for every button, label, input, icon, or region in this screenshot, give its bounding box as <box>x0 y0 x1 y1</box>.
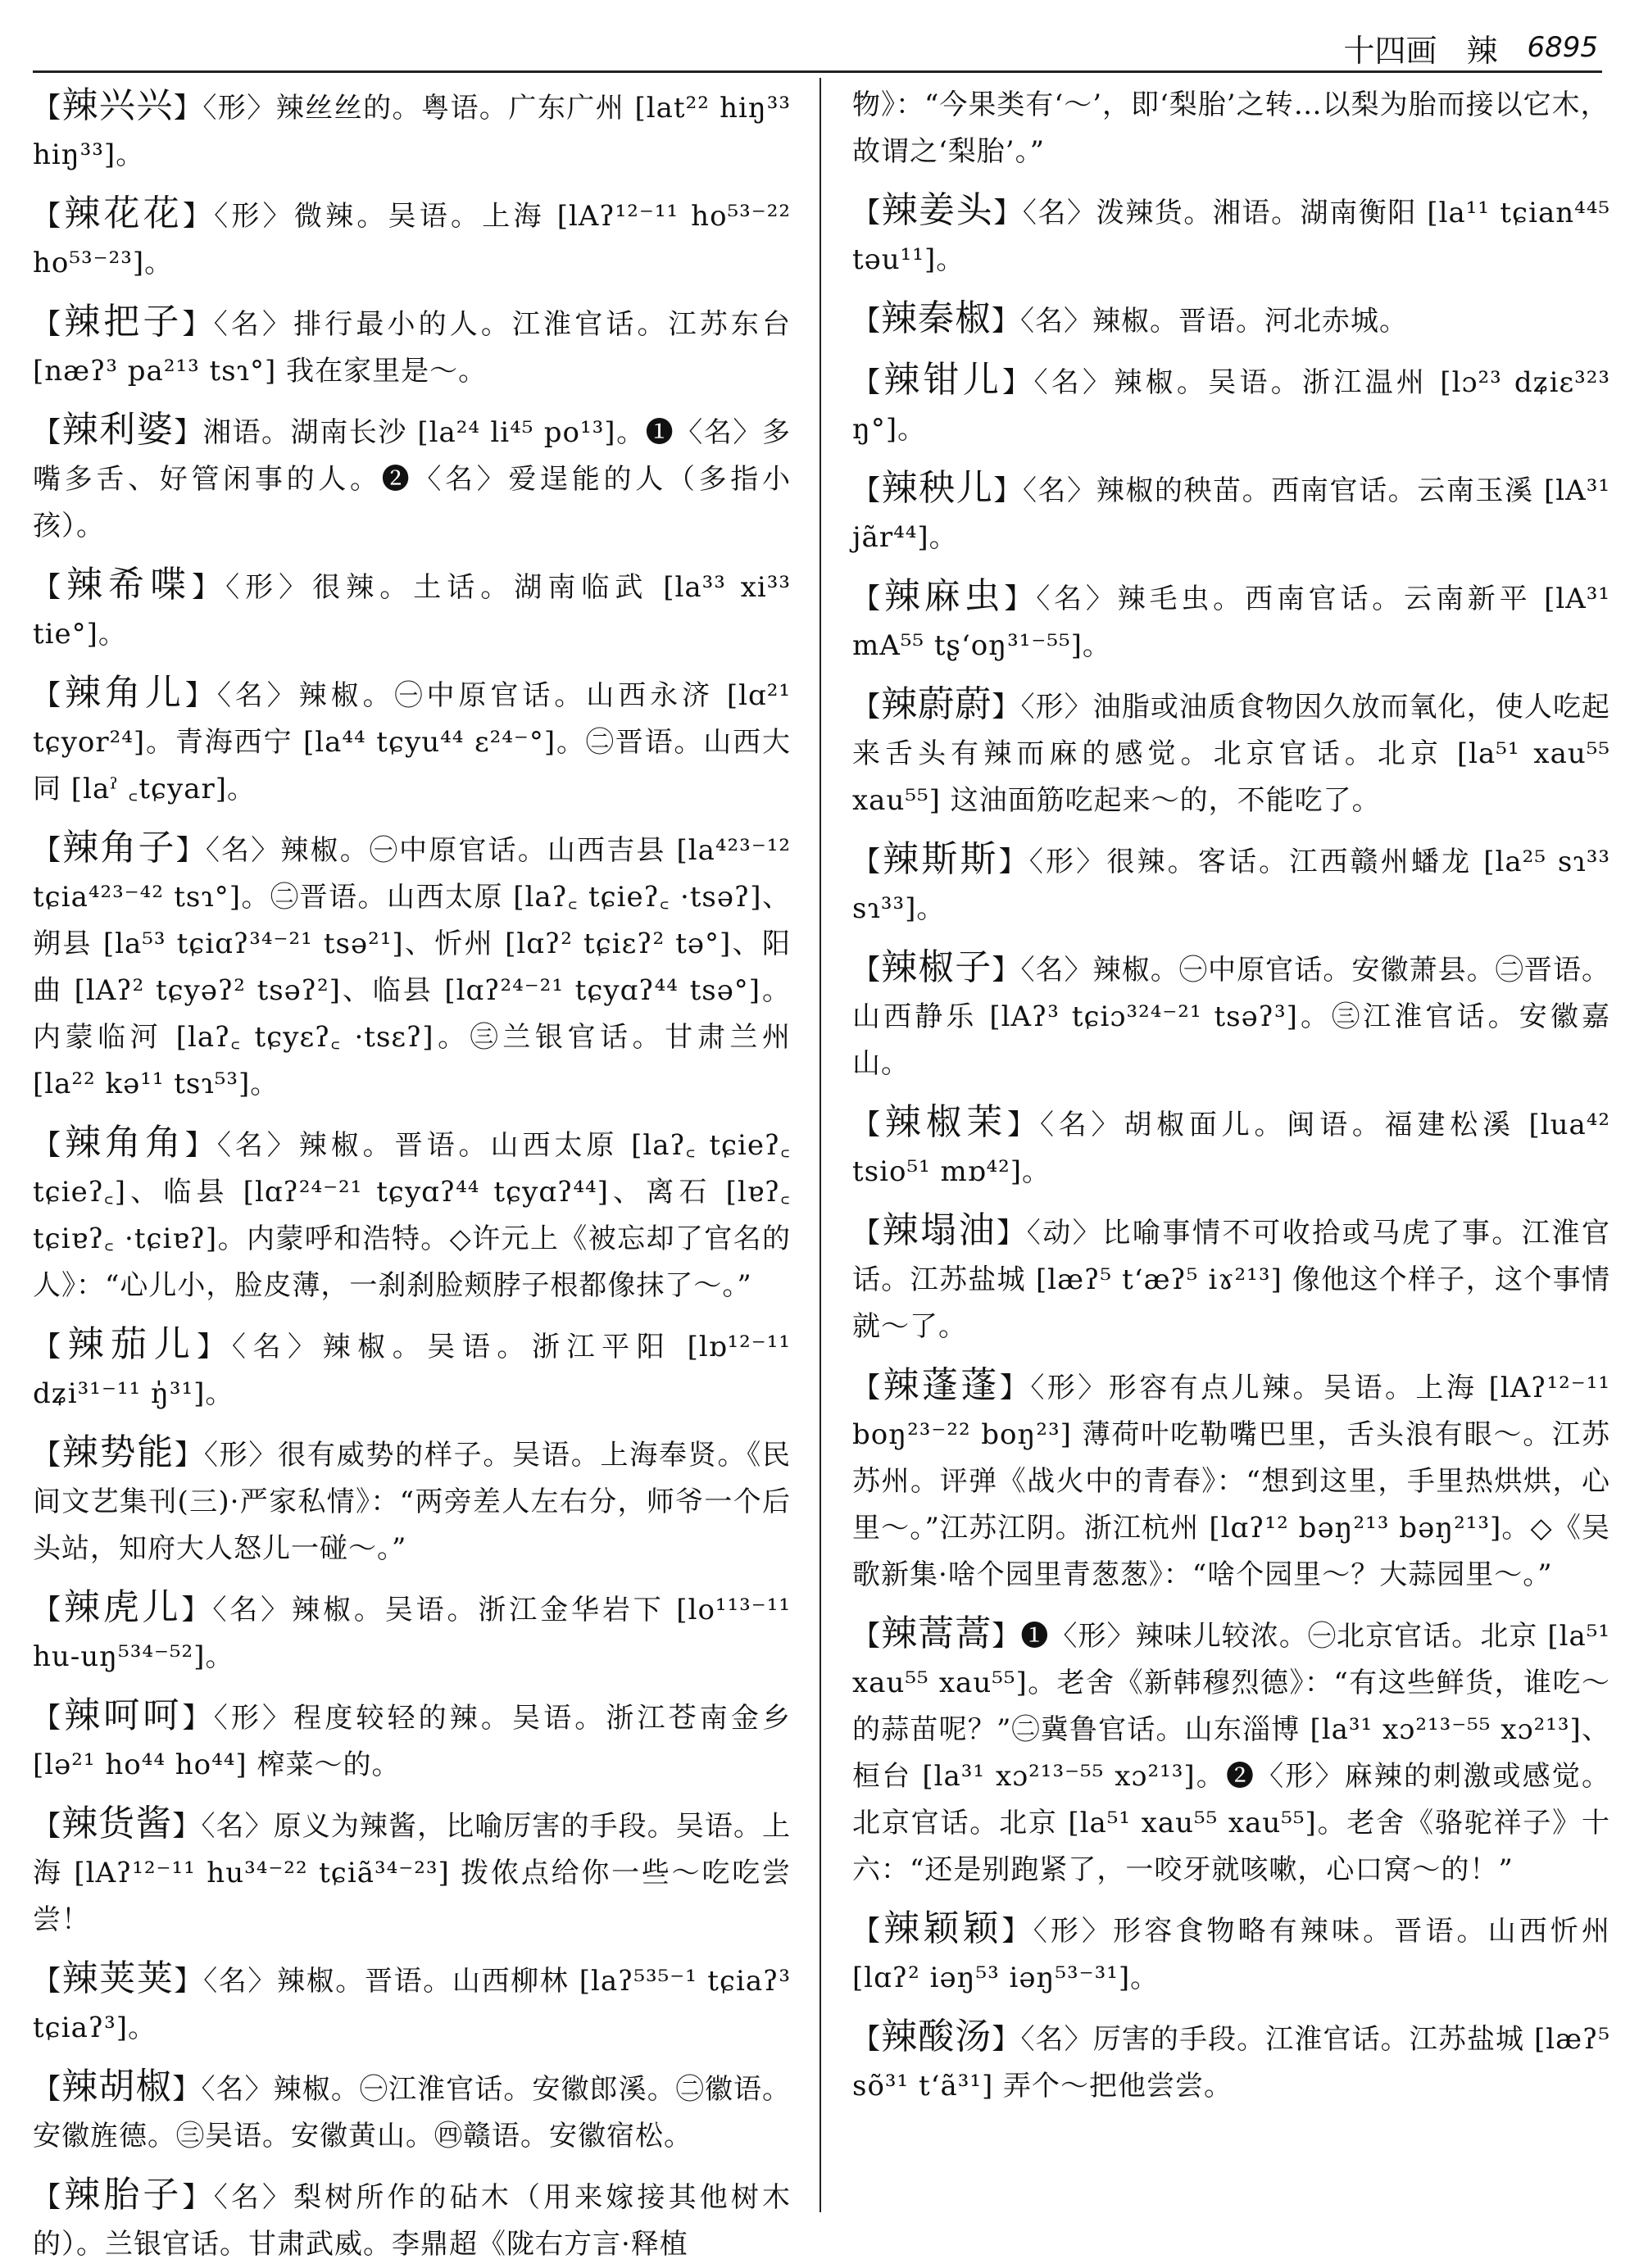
dict-entry: 【辣兴兴】〈形〉辣丝丝的。粤语。广东广州 [lat²² hiŋ³³ hiŋ³³]。 <box>33 84 792 171</box>
dict-entry: 【辣把子】〈名〉排行最小的人。江淮官话。江苏东台 [næʔ³ pa²¹³ tsɿ°] 我在家里是～。 <box>33 301 792 388</box>
entry-headword: 辣酸汤 <box>881 2016 992 2057</box>
entry-definition: 〈形〉辣丝丝的。粤语。广东广州 [lat²² hiŋ³³ hiŋ³³]。 <box>33 92 792 171</box>
entry-definition: 〈名〉梨树所作的砧木（用来嫁接其他树木的）。兰银官话。甘肃武威。李鼎超《陇右方言·释植 <box>33 2181 792 2261</box>
entry-definition: 〈名〉厉害的手段。江淮官话。江苏盐城 [læʔ⁵ sõ³¹ tʻã³¹] 弄个～把他尝尝。 <box>852 2023 1610 2102</box>
dict-entry: 【辣蔚蔚】〈形〉油脂或油质食物因久放而氧化，使人吃起来舌头有辣而麻的感觉。北京官话。北京 [la⁵¹ xau⁵⁵ xau⁵⁵] 这油面筋吃起来～的，不能吃了。 <box>852 683 1611 817</box>
dict-entry: 【辣斯斯】〈形〉很辣。客话。江西赣州蟠龙 [la²⁵ sɿ³³ sɿ³³]。 <box>852 838 1611 925</box>
section-label: 十四画 <box>1343 32 1437 69</box>
entry-definition: 〈形〉很辣。土话。湖南临武 [la³³ xi³³ tie°]。 <box>33 571 792 651</box>
entry-definition: 〈名〉原义为辣酱，比喻厉害的手段。吴语。上海 [lAʔ¹²⁻¹¹ hu³⁴⁻²² tɕiã³⁴⁻²³] 拨侬点给你一些～吃吃尝尝！ <box>33 1810 792 1936</box>
entry-headword: 辣钳儿 <box>883 359 1003 401</box>
dict-entry: 【辣胎子】〈名〉梨树所作的砧木（用来嫁接其他树木的）。兰银官话。甘肃武威。李鼎超《陇右方言·释植 <box>33 2174 792 2261</box>
entry-definition: 〈名〉辣椒。㊀中原官话。安徽萧县。㊁晋语。山西静乐 [lAʔ³ tɕiɔ³²⁴⁻²¹ tsəʔ³]。㊂江淮官话。安徽嘉山。 <box>852 954 1611 1080</box>
page-number: 6895 <box>1527 31 1598 64</box>
entry-headword: 辣胡椒 <box>61 2066 173 2107</box>
entry-definition: 〈形〉油脂或油质食物因久放而氧化，使人吃起来舌头有辣而麻的感觉。北京官话。北京 [la⁵¹ xau⁵⁵ xau⁵⁵] 这油面筋吃起来～的，不能吃了。 <box>852 691 1611 817</box>
entry-headword: 辣姜头 <box>881 189 994 231</box>
entry-headword: 辣花花 <box>64 193 183 234</box>
dict-entry: 【辣麻虫】〈名〉辣毛虫。西南官话。云南新平 [lA³¹ mA⁵⁵ tʂʻoŋ³¹⁻⁵⁵]。 <box>852 575 1611 662</box>
dict-entry: 【辣荚荚】〈名〉辣椒。晋语。山西柳林 [laʔ⁵³⁵⁻¹ tɕiaʔ³ tɕiaʔ³]。 <box>33 1957 792 2044</box>
left-column <box>33 82 792 2261</box>
dict-entry: 【辣利婆】湘语。湖南长沙 [la²⁴ li⁴⁵ po¹³]。❶〈名〉多嘴多舌、好管闲事的人。❷〈名〉爱逞能的人（多指小孩）。 <box>33 409 791 542</box>
entry-definition: 〈名〉辣椒。㊀中原官话。山西永济 [lɑ²¹ tɕyor²⁴]。青海西宁 [la⁴⁴ tɕyu⁴⁴ ɛ²⁴⁻°]。㊁晋语。山西大同 [laˀ ꜀tɕyar]。 <box>33 679 792 805</box>
dict-entry: 【辣椒茉】〈名〉胡椒面儿。闽语。福建松溪 [lua⁴² tsio⁵¹ mɒ⁴²]。 <box>852 1101 1611 1188</box>
entry-headword: 辣塌油 <box>882 1209 997 1251</box>
dict-entry: 【辣秧儿】〈名〉辣椒的秧苗。西南官话。云南玉溪 [lA³¹ jãr⁴⁴]。 <box>852 467 1610 554</box>
dict-entry: 【辣酸汤】〈名〉厉害的手段。江淮官话。江苏盐城 [læʔ⁵ sõ³¹ tʻã³¹] 弄个～把他尝尝。 <box>852 2016 1610 2102</box>
dict-entry: 【辣角儿】〈名〉辣椒。㊀中原官话。山西永济 [lɑ²¹ tɕyor²⁴]。青海西宁 [la⁴⁴ tɕyu⁴⁴ ɛ²⁴⁻°]。㊁晋语。山西大同 [laˀ ꜀tɕyar]。 <box>33 672 792 805</box>
dict-entry: 【辣希喋】〈形〉很辣。土话。湖南临武 [la³³ xi³³ tie°]。 <box>33 564 792 651</box>
entry-headword: 辣虎儿 <box>63 1586 182 1628</box>
entry-definition: 〈名〉泼辣货。湘语。湖南衡阳 [la¹¹ tɕian⁴⁴⁵ təu¹¹]。 <box>852 197 1611 276</box>
entry-definition: ❶〈形〉辣味儿较浓。㊀北京官话。北京 [la⁵¹ xau⁵⁵ xau⁵⁵]。老舍《新韩穆烈德》：“有这些鲜货，谁吃～的蒜苗呢？”㊁冀鲁官话。山东淄博 [la³¹ xɔ²¹³⁻⁵⁵ xɔ²¹³]、桓台 [la³¹ xɔ²¹³⁻⁵⁵ xɔ²¹³]。❷〈形〉麻辣的刺激或感觉。北京官话。北京 [la⁵¹ xau⁵⁵ xau⁵⁵]。老舍《骆驼祥子》十六：“还是别跑紧了，一咬牙就咳嗽，心口窝～的！” <box>852 1620 1611 1886</box>
entry-definition: 〈名〉辣椒。吴语。浙江温州 [lɔ²³ dʑiɛ³²³ ŋ°]。 <box>852 366 1611 446</box>
header-rule <box>33 70 1602 73</box>
entry-headword: 辣势能 <box>61 1431 175 1473</box>
dict-entry: 【辣颖颖】〈形〉形容食物略有辣味。晋语。山西忻州 [lɑʔ² iəŋ⁵³ iəŋ⁵³⁻³¹]。 <box>852 1907 1611 1994</box>
entry-headword: 辣麻虫 <box>883 575 1005 617</box>
dict-entry: 【辣呵呵】〈形〉程度较轻的辣。吴语。浙江苍南金乡 [lə²¹ ho⁴⁴ ho⁴⁴] 榨菜～的。 <box>33 1694 792 1781</box>
entry-headword: 辣荚荚 <box>61 1957 175 1999</box>
entry-headword: 辣角子 <box>62 827 176 869</box>
entry-definition: 〈名〉辣椒。吴语。浙江金华岩下 [lo¹¹³⁻¹¹ hu-uŋ⁵³⁴⁻⁵²]。 <box>33 1594 792 1673</box>
entry-headword: 辣蒿蒿 <box>881 1613 992 1654</box>
dict-entry: 【辣势能】〈形〉很有威势的样子。吴语。上海奉贤。《民间文艺集刊(三)·严家私情》：“两旁差人左右分，师爷一个后头站，知府大人怒儿一碰～。” <box>33 1431 792 1565</box>
header-char: 辣 <box>1466 32 1498 69</box>
entry-headword: 辣茄儿 <box>67 1323 197 1365</box>
entry-definition: 〈形〉很有威势的样子。吴语。上海奉贤。《民间文艺集刊(三)·严家私情》：“两旁差人左右分，师爷一个后头站，知府大人怒儿一碰～。” <box>33 1439 792 1565</box>
entry-headword: 辣蓬蓬 <box>883 1364 1000 1406</box>
entry-headword: 辣椒茉 <box>884 1101 1008 1143</box>
entry-definition: 〈动〉比喻事情不可收拾或马虎了事。江淮官话。江苏盐城 [læʔ⁵ tʻæʔ⁵ iɤ²¹³] 像他这个样子，这个事情就～了。 <box>852 1217 1611 1343</box>
entry-definition: 湘语。湖南长沙 [la²⁴ li⁴⁵ po¹³]。❶〈名〉多嘴多舌、好管闲事的人。❷〈名〉爱逞能的人（多指小孩）。 <box>33 416 791 542</box>
entry-definition: 〈名〉辣椒。㊀中原官话。山西吉县 [la⁴²³⁻¹² tɕia⁴²³⁻⁴² tsɿ°]。㊁晋语。山西太原 [laʔ꜀ tɕieʔ꜀ ·tsəʔ]、朔县 [la⁵³ tɕiɑʔ³⁴⁻²¹ tsə²¹]、忻州 [lɑʔ² tɕiɛʔ² tə°]、阳曲 [lAʔ² tɕyəʔ² tsəʔ²]、临县 [lɑʔ²⁴⁻²¹ tɕyɑʔ⁴⁴ tsə°]。内蒙临河 [laʔ꜀ tɕyɛʔ꜀ ·tsɛʔ]。㊂兰银官话。甘肃兰州 [la²² kə¹¹ tsɿ⁵³]。 <box>33 834 792 1100</box>
entry-headword: 辣利婆 <box>61 409 175 451</box>
entry-definition: 〈形〉形容有点儿辣。吴语。上海 [lAʔ¹²⁻¹¹ boŋ²³⁻²² boŋ²³] 薄荷叶吃勒嘴巴里，舌头浪有眼～。江苏苏州。评弹《战火中的青春》：“想到这里，手里热烘烘，心里～。”江苏江阴。浙江杭州 [lɑʔ¹² bəŋ²¹³ bəŋ²¹³]。◇《吴歌新集·啥个园里青葱葱》：“啥个园里～？大蒜园里～。” <box>852 1372 1611 1591</box>
right-column <box>852 82 1610 2212</box>
dict-entry: 【辣蓬蓬】〈形〉形容有点儿辣。吴语。上海 [lAʔ¹²⁻¹¹ boŋ²³⁻²² boŋ²³] 薄荷叶吃勒嘴巴里，舌头浪有眼～。江苏苏州。评弹《战火中的青春》：“想到这里，手里热烘烘，心里～。”江苏江阴。浙江杭州 [lɑʔ¹² bəŋ²¹³ bəŋ²¹³]。◇《吴歌新集·啥个园里青葱葱》：“啥个园里～？大蒜园里～。” <box>852 1364 1611 1591</box>
entry-definition: 〈形〉形容食物略有辣味。晋语。山西忻州 [lɑʔ² iəŋ⁵³ iəŋ⁵³⁻³¹]。 <box>852 1915 1611 1994</box>
entry-definition: 〈形〉微辣。吴语。上海 [lAʔ¹²⁻¹¹ ho⁵³⁻²² ho⁵³⁻²³]。 <box>33 200 792 279</box>
entry-headword: 辣椒子 <box>881 946 992 988</box>
entry-headword: 辣角儿 <box>64 672 185 714</box>
column-divider <box>820 78 821 2212</box>
dict-entry: 【辣角角】〈名〉辣椒。晋语。山西太原 [laʔ꜀ tɕieʔ꜀ tɕieʔ꜀]、临县 [lɑʔ²⁴⁻²¹ tɕyɑʔ⁴⁴ tɕyɑʔ⁴⁴]、离石 [lɐʔ꜀ tɕiɐʔ꜀ ·tɕiɐʔ]。内蒙呼和浩特。◇许元上《被忘却了官名的人》：“心儿小，脸皮薄，一刹刹脸颊脖子根都像抹了～。” <box>33 1122 792 1302</box>
dict-entry: 【辣椒子】〈名〉辣椒。㊀中原官话。安徽萧县。㊁晋语。山西静乐 [lAʔ³ tɕiɔ³²⁴⁻²¹ tsəʔ³]。㊂江淮官话。安徽嘉山。 <box>852 946 1611 1080</box>
continued-text: 物》：“今果类有‘～’，即‘梨胎’之转…以梨为胎而接以它木，故谓之‘梨胎’。” <box>852 88 1609 168</box>
entry-headword: 辣秧儿 <box>881 467 994 509</box>
entry-definition: 〈名〉辣椒的秧苗。西南官话。云南玉溪 [lA³¹ jãr⁴⁴]。 <box>852 474 1610 554</box>
entry-definition: 〈名〉排行最小的人。江淮官话。江苏东台 [næʔ³ pa²¹³ tsɿ°] 我在家里是～。 <box>33 308 792 388</box>
dict-entry: 【辣蒿蒿】❶〈形〉辣味儿较浓。㊀北京官话。北京 [la⁵¹ xau⁵⁵ xau⁵⁵]。老舍《新韩穆烈德》：“有这些鲜货，谁吃～的蒜苗呢？”㊁冀鲁官话。山东淄博 [la³¹ xɔ²¹³⁻⁵⁵ xɔ²¹³]、桓台 [la³¹ xɔ²¹³⁻⁵⁵ xɔ²¹³]。❷〈形〉麻辣的刺激或感觉。北京官话。北京 [la⁵¹ xau⁵⁵ xau⁵⁵]。老舍《骆驼祥子》十六：“还是别跑紧了，一咬牙就咳嗽，心口窝～的！” <box>852 1613 1611 1886</box>
entry-definition: 〈名〉辣椒。㊀江淮官话。安徽郎溪。㊁徽语。安徽旌德。㊂吴语。安徽黄山。㊃赣语。安徽宿松。 <box>33 2073 792 2152</box>
entry-definition: 〈名〉辣椒。晋语。山西太原 [laʔ꜀ tɕieʔ꜀ tɕieʔ꜀]、临县 [lɑʔ²⁴⁻²¹ tɕyɑʔ⁴⁴ tɕyɑʔ⁴⁴]、离石 [lɐʔ꜀ tɕiɐʔ꜀ ·tɕiɐʔ]。内蒙呼和浩特。◇许元上《被忘却了官名的人》：“心儿小，脸皮薄，一刹刹脸颊脖子根都像抹了～。” <box>33 1129 792 1302</box>
dict-entry: 【辣虎儿】〈名〉辣椒。吴语。浙江金华岩下 [lo¹¹³⁻¹¹ hu-uŋ⁵³⁴⁻⁵²]。 <box>33 1586 792 1673</box>
entry-headword: 辣颖颖 <box>883 1907 1002 1949</box>
dict-entry: 【辣钳儿】〈名〉辣椒。吴语。浙江温州 [lɔ²³ dʑiɛ³²³ ŋ°]。 <box>852 359 1611 446</box>
entry-headword: 辣斯斯 <box>883 838 999 880</box>
entry-definition: 〈形〉程度较轻的辣。吴语。浙江苍南金乡 [lə²¹ ho⁴⁴ ho⁴⁴] 榨菜～的。 <box>33 1702 792 1781</box>
dict-entry: 【辣秦椒】〈名〉辣椒。晋语。河北赤城。 <box>852 297 1408 339</box>
dict-entry: 【辣茄儿】〈名〉辣椒。吴语。浙江平阳 [lɒ¹²⁻¹¹ dʑi³¹⁻¹¹ ŋ̍³¹]。 <box>33 1323 792 1410</box>
dict-entry: 【辣姜头】〈名〉泼辣货。湘语。湖南衡阳 [la¹¹ tɕian⁴⁴⁵ təu¹¹]。 <box>852 189 1611 276</box>
entry-headword: 辣希喋 <box>66 564 193 606</box>
entry-definition: 〈名〉辣椒。吴语。浙江平阳 [lɒ¹²⁻¹¹ dʑi³¹⁻¹¹ ŋ̍³¹]。 <box>33 1331 792 1410</box>
entry-headword: 辣角角 <box>64 1122 185 1163</box>
entry-definition: 〈名〉辣椒。晋语。河北赤城。 <box>1020 305 1408 338</box>
entry-headword: 辣把子 <box>64 301 183 342</box>
dict-entry: 【辣角子】〈名〉辣椒。㊀中原官话。山西吉县 [la⁴²³⁻¹² tɕia⁴²³⁻⁴² tsɿ°]。㊁晋语。山西太原 [laʔ꜀ tɕieʔ꜀ ·tsəʔ]、朔县 [la⁵³ tɕiɑʔ³⁴⁻²¹ tsə²¹]、忻州 [lɑʔ² tɕiɛʔ² tə°]、阳曲 [lAʔ² tɕyəʔ² tsəʔ²]、临县 [lɑʔ²⁴⁻²¹ tɕyɑʔ⁴⁴ tsə°]。内蒙临河 [laʔ꜀ tɕyɛʔ꜀ ·tsɛʔ]。㊂兰银官话。甘肃兰州 [la²² kə¹¹ tsɿ⁵³]。 <box>33 827 792 1100</box>
entry-headword: 辣货酱 <box>61 1803 173 1844</box>
entry-headword: 辣兴兴 <box>61 84 174 126</box>
entry-headword: 辣胎子 <box>64 2174 183 2216</box>
entry-definition: 〈名〉胡椒面儿。闽语。福建松溪 [lua⁴² tsio⁵¹ mɒ⁴²]。 <box>852 1109 1611 1188</box>
page-header <box>1254 23 1598 72</box>
entry-headword: 辣蔚蔚 <box>881 683 992 725</box>
dict-entry: 【辣货酱】〈名〉原义为辣酱，比喻厉害的手段。吴语。上海 [lAʔ¹²⁻¹¹ hu³⁴⁻²² tɕiã³⁴⁻²³] 拨侬点给你一些～吃吃尝尝！ <box>33 1803 792 1936</box>
dict-entry: 【辣胡椒】〈名〉辣椒。㊀江淮官话。安徽郎溪。㊁徽语。安徽旌德。㊂吴语。安徽黄山。㊃赣语。安徽宿松。 <box>33 2066 792 2152</box>
dict-entry: 【辣塌油】〈动〉比喻事情不可收拾或马虎了事。江淮官话。江苏盐城 [læʔ⁵ tʻæʔ⁵ iɤ²¹³] 像他这个样子，这个事情就～了。 <box>852 1209 1611 1343</box>
entry-headword: 辣秦椒 <box>881 297 992 339</box>
entry-definition: 〈形〉很辣。客话。江西赣州蟠龙 [la²⁵ sɿ³³ sɿ³³]。 <box>852 846 1611 925</box>
entry-definition: 〈名〉辣毛虫。西南官话。云南新平 [lA³¹ mA⁵⁵ tʂʻoŋ³¹⁻⁵⁵]。 <box>852 583 1611 662</box>
entry-headword: 辣呵呵 <box>64 1694 183 1736</box>
entry-definition: 〈名〉辣椒。晋语。山西柳林 [laʔ⁵³⁵⁻¹ tɕiaʔ³ tɕiaʔ³]。 <box>33 1965 792 2044</box>
dict-entry: 【辣花花】〈形〉微辣。吴语。上海 [lAʔ¹²⁻¹¹ ho⁵³⁻²² ho⁵³⁻²³]。 <box>33 193 792 279</box>
